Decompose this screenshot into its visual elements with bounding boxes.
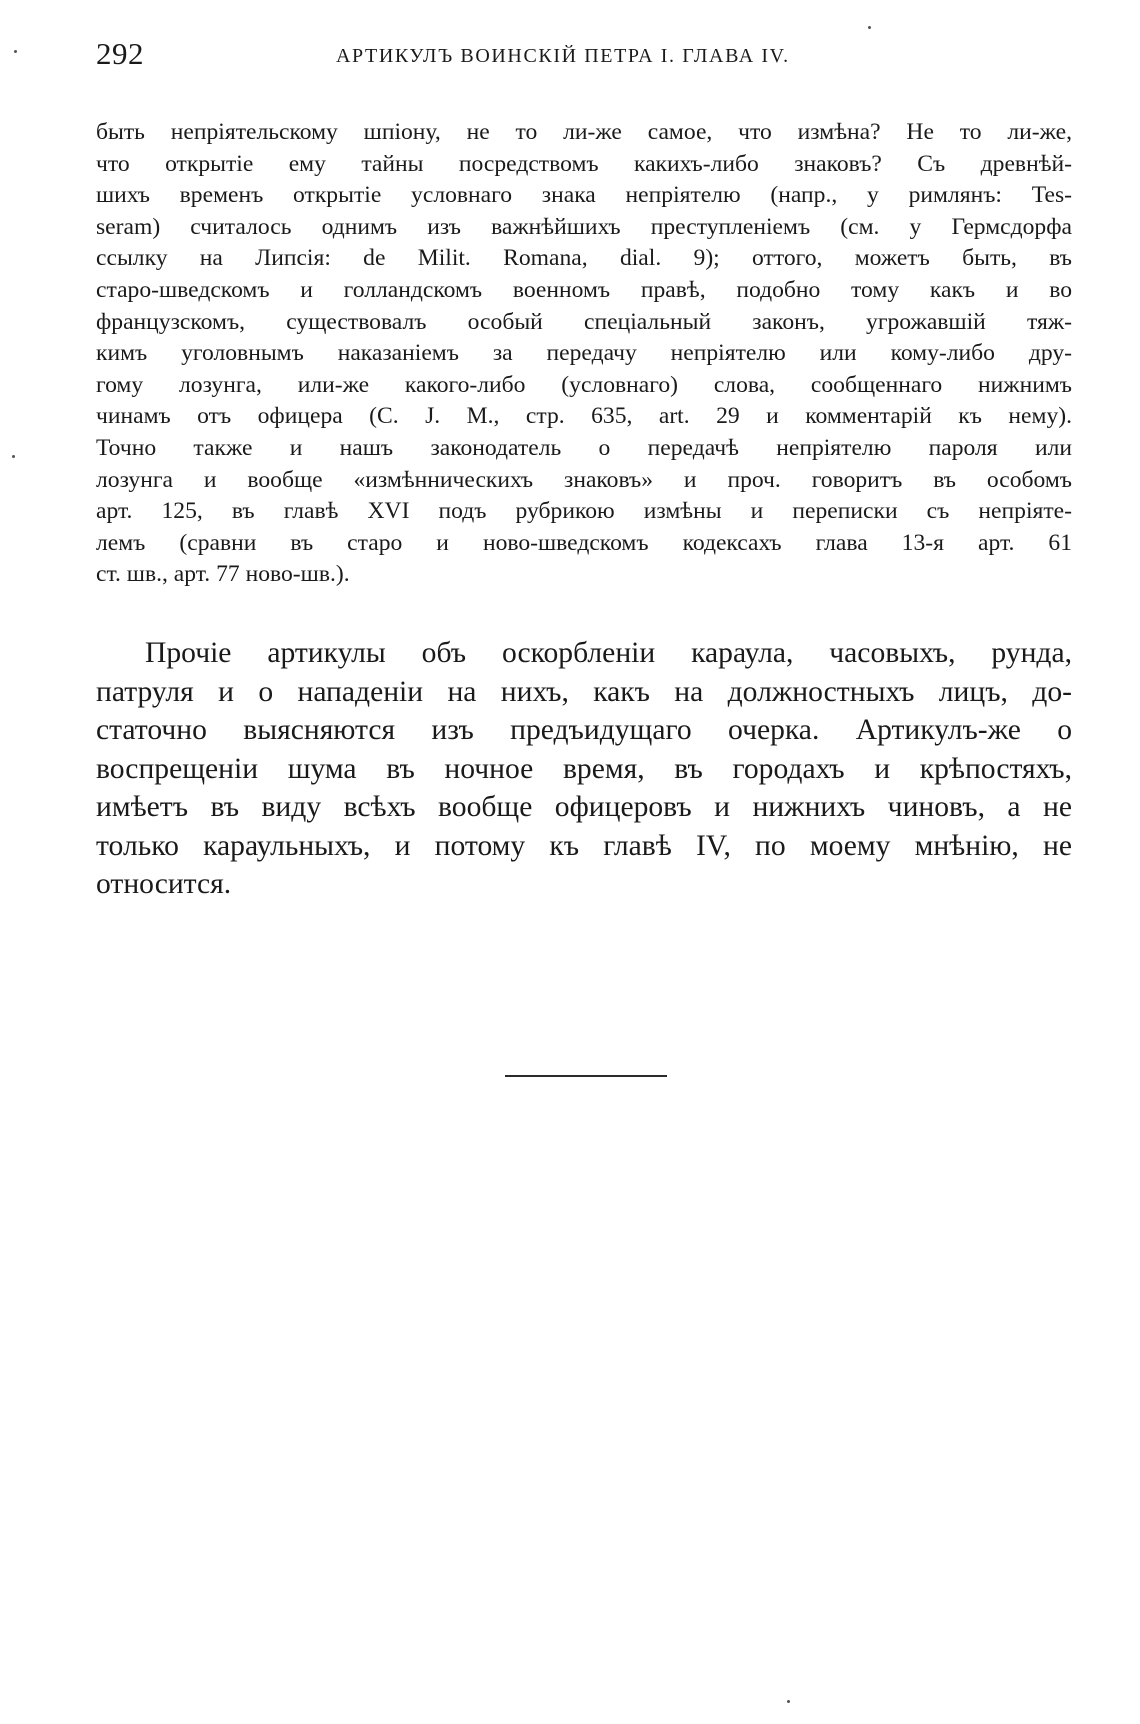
- text-line: относится.: [96, 868, 232, 900]
- text-line: только караульныхъ, и потому къ главѣ IV, по моему мнѣнію, не: [96, 829, 1072, 862]
- text-line: шихъ временъ открытіе условнаго знака непріятелю (напр., у римлянъ: Tes-: [96, 182, 1072, 209]
- page-number: 292: [96, 36, 144, 71]
- scan-speck: [12, 455, 15, 458]
- text-line: патруля и о нападеніи на нихъ, какъ на должностныхъ лицъ, до-: [96, 675, 1072, 708]
- text-line: Точно также и нашъ законодатель о передачѣ непріятелю пароля или: [96, 434, 1072, 461]
- text-line: лемъ (сравни въ старо и ново-шведскомъ кодексахъ глава 13-я арт. 61: [96, 529, 1072, 556]
- text-line: воспрещеніи шума въ ночное время, въ городахъ и крѣпостяхъ,: [96, 752, 1072, 785]
- text-line: арт. 125, въ главѣ XVI подъ рубрикою измѣны и переписки съ непріяте-: [96, 498, 1072, 525]
- text-line: гому лозунга, или-же какого-либо (условнаго) слова, сообщеннаго нижнимъ: [96, 371, 1072, 398]
- section-end-rule: [505, 1075, 667, 1077]
- text-line: что открытіе ему тайны посредствомъ какихъ-либо знаковъ? Съ древнѣй-: [96, 150, 1072, 177]
- text-line: ссылку на Липсія: de Milit. Romana, dial. 9); оттого, можетъ быть, въ: [96, 245, 1072, 272]
- text-line: чинамъ отъ офицера (С. J. M., стр. 635, art. 29 и комментарій къ нему).: [96, 403, 1072, 430]
- page-header: [96, 36, 1076, 76]
- text-line: старо-шведскомъ и голландскомъ военномъ правѣ, подобно тому какъ и во: [96, 276, 1072, 303]
- text-line: французскомъ, существовалъ особый спеціальный законъ, угрожавшій тяж-: [96, 308, 1072, 335]
- text-line: кимъ уголовнымъ наказаніемъ за передачу непріятелю или кому-либо дру-: [96, 340, 1072, 367]
- text-line: seram) считалось однимъ изъ важнѣйшихъ преступленіемъ (см. у Гермсдорфа: [96, 213, 1072, 240]
- text-line: ст. шв., арт. 77 ново-шв.).: [96, 561, 350, 588]
- text-line: лозунга и вообще «измѣнническихъ знаковъ» и проч. говоритъ въ особомъ: [96, 466, 1072, 493]
- scan-speck: [787, 1700, 790, 1703]
- scan-speck: [868, 26, 871, 29]
- running-head: АРТИКУЛЪ ВОИНСКІЙ ПЕТРА І. ГЛАВА IV.: [336, 45, 790, 67]
- scan-speck: [14, 50, 17, 53]
- paragraph-2: [96, 634, 1072, 904]
- paragraph-1: [96, 117, 1072, 591]
- text-line: Прочіе артикулы объ оскорбленіи караула, часовыхъ, рунда,: [145, 637, 1072, 669]
- text-line: статочно выясняются изъ предъидущаго очерка. Артикулъ-же о: [96, 714, 1072, 746]
- text-line: имѣетъ въ виду всѣхъ вообще офицеровъ и нижнихъ чиновъ, а не: [96, 791, 1072, 823]
- text-line: быть непріятельскому шпіону, не то ли-же самое, что измѣна? Не то ли-же,: [96, 119, 1072, 145]
